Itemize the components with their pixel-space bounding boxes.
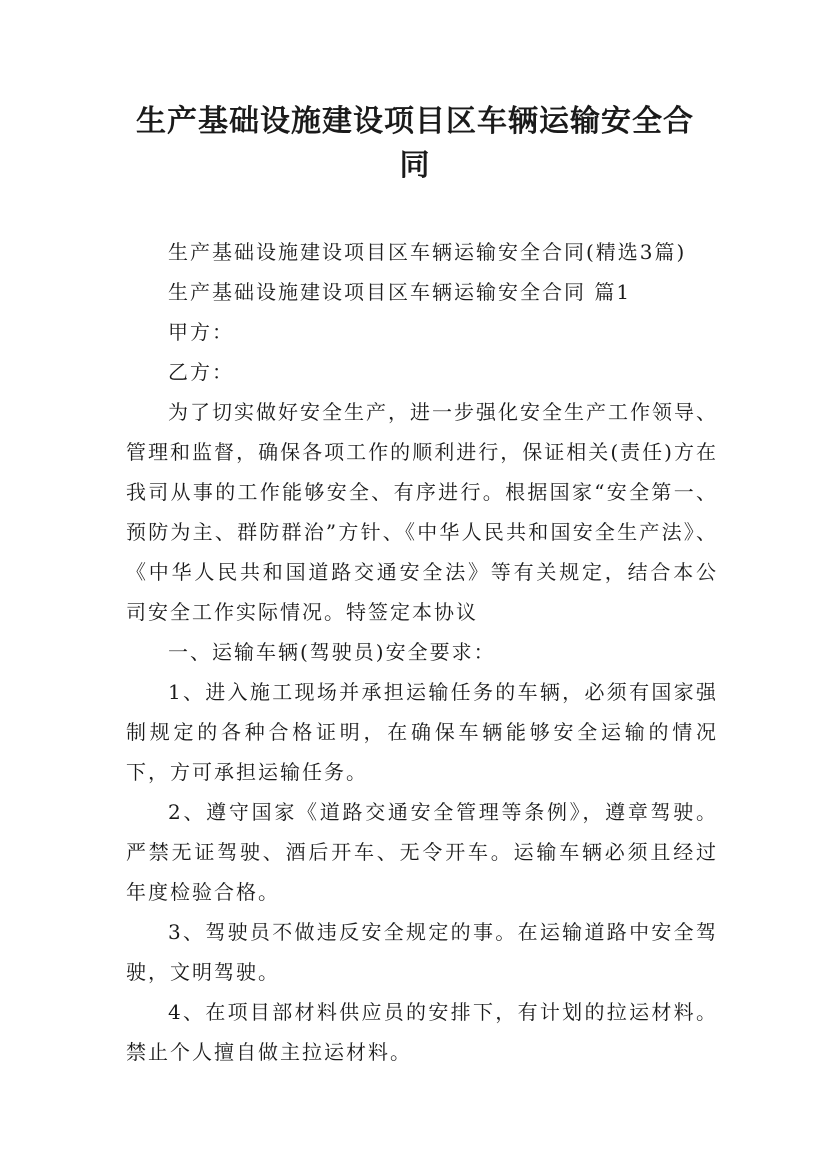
preamble-paragraph: 为了切实做好安全生产，进一步强化安全生产工作领导、管理和监督，确保各项工作的顺利进行，保证相关(责任)方在我司从事的工作能够安全、有序进行。根据国家“安全第一、预防为主、群防群治”方针、《中华人民共和国安全生产法》、《中华人民共和国道路交通安全法》等有关规定，结合本公司安全工作实际情况。特签定本协议 xyxy=(126,400,718,624)
document-body xyxy=(126,232,718,1072)
clause-item-4: 4、在项目部材料供应员的安排下，有计划的拉运材料。禁止个人擅自做主拉运材料。 xyxy=(126,1000,718,1064)
party-b-label: 乙方： xyxy=(168,360,234,384)
document-title xyxy=(120,100,710,188)
title-line-1: 生产基础设施建设项目区车辆运输安全合 xyxy=(136,104,694,139)
title-line-2: 同 xyxy=(399,148,431,183)
section-heading: 生产基础设施建设项目区车辆运输安全合同 篇1 xyxy=(168,280,632,304)
clause-item-3: 3、驾驶员不做违反安全规定的事。在运输道路中安全驾驶，文明驾驶。 xyxy=(126,920,718,984)
clause-item-2: 2、遵守国家《道路交通安全管理等条例》，遵章驾驶。严禁无证驾驶、酒后开车、无令开车。运输车辆必须且经过年度检验合格。 xyxy=(126,800,718,904)
party-a-label: 甲方： xyxy=(168,320,234,344)
subtitle-paragraph: 生产基础设施建设项目区车辆运输安全合同(精选3篇) xyxy=(168,240,687,264)
clause-heading: 一、运输车辆(驾驶员)安全要求： xyxy=(168,640,496,664)
clause-item-1: 1、进入施工现场并承担运输任务的车辆，必须有国家强制规定的各种合格证明，在确保车辆能够安全运输的情况下，方可承担运输任务。 xyxy=(126,680,718,784)
